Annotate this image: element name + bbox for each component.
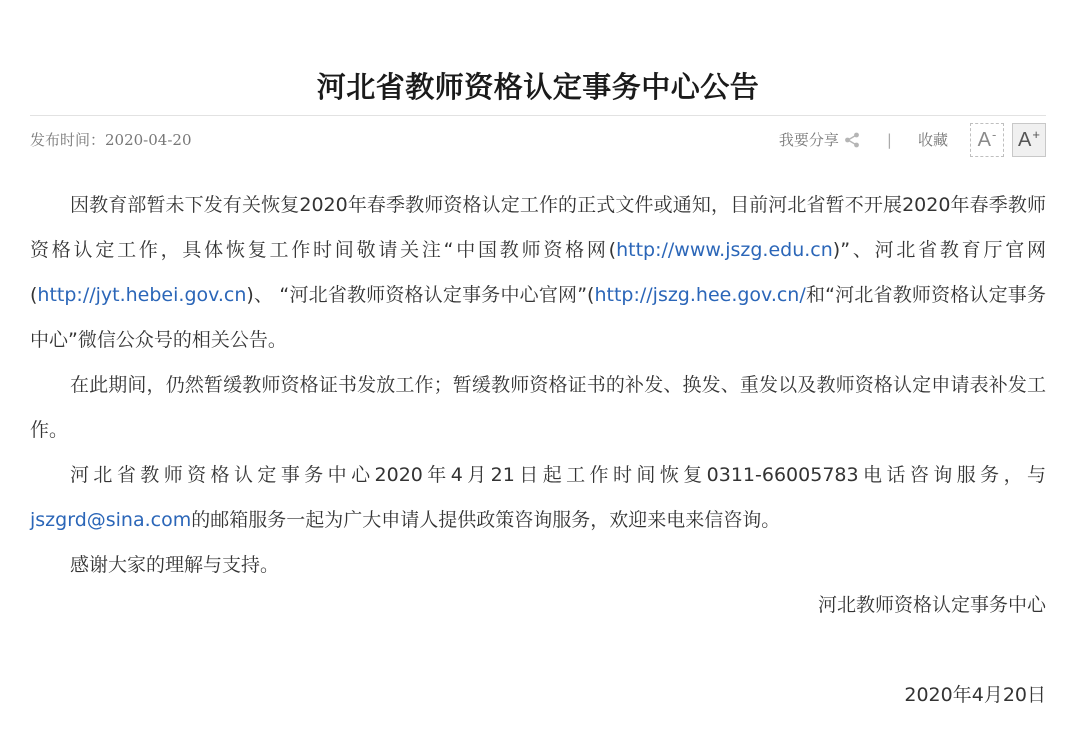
toolbar-separator: |	[886, 131, 892, 149]
share-button[interactable]: 我要分享	[778, 131, 839, 149]
meta-row	[30, 122, 1046, 158]
paragraph-2: 在此期间，仍然暂缓教师资格证书发放工作；暂缓教师资格证书的补发、换发、重发以及教师资格认定申请表补发工作。	[30, 374, 1046, 441]
hebei-edu-link[interactable]: http://jyt.hebei.gov.cn	[37, 284, 247, 306]
article-toolbar	[779, 122, 1046, 158]
font-decrease-mark: -	[992, 126, 997, 142]
paragraph-1-text-4: 和“河北省教师资格认定事务中心”微信公众号的相关公告。	[30, 284, 1046, 351]
email-link[interactable]: jszgrd@sina.com	[30, 509, 192, 531]
paragraph-3-text-2: 的邮箱服务一起为广大申请人提供政策咨询服务，欢迎来电来信咨询。	[191, 509, 781, 531]
signature: 河北教师资格认定事务中心	[817, 594, 1046, 616]
collect-button[interactable]: 收藏	[917, 131, 948, 149]
font-increase-button[interactable]	[1012, 123, 1046, 157]
paragraph-4: 感谢大家的理解与支持。	[70, 554, 280, 576]
publish-time: 发布时间：2020-04-20	[30, 131, 192, 149]
paragraph-1-text-3: )、 “河北省教师资格认定事务中心官网”(	[246, 284, 595, 306]
title-divider	[30, 115, 1046, 116]
jszg-edu-link[interactable]: http://www.jszg.edu.cn	[616, 239, 833, 261]
signature-date: 2020年4月20日	[904, 684, 1046, 706]
font-decrease-icon: A	[977, 128, 991, 151]
paragraph-1-text-1: 因教育部暂未下发有关恢复2020年春季教师资格认定工作的正式文件或通知，目前河北省暂不开展2020年春季教师资格认定工作，具体恢复工作时间敬请关注“中国教师资格网(	[30, 194, 1046, 261]
share-icon[interactable]	[843, 131, 861, 149]
font-decrease-button[interactable]	[970, 123, 1004, 157]
paragraph-1	[30, 183, 1046, 363]
announcement-page	[30, 0, 1046, 732]
paragraph-3	[30, 453, 1046, 543]
font-increase-mark: +	[1032, 126, 1040, 142]
font-increase-icon: A	[1018, 128, 1032, 151]
jszg-hee-link[interactable]: http://jszg.hee.gov.cn/	[594, 284, 806, 306]
paragraph-1-text-2: )”、河北省教育厅官网(	[30, 239, 1046, 306]
article-body	[30, 183, 1046, 588]
paragraph-3-text-1: 河北省教师资格认定事务中心2020年4月21日起工作时间恢复0311-66005783电话咨询服务，与	[70, 464, 1046, 486]
page-title: 河北省教师资格认定事务中心公告	[316, 70, 760, 105]
